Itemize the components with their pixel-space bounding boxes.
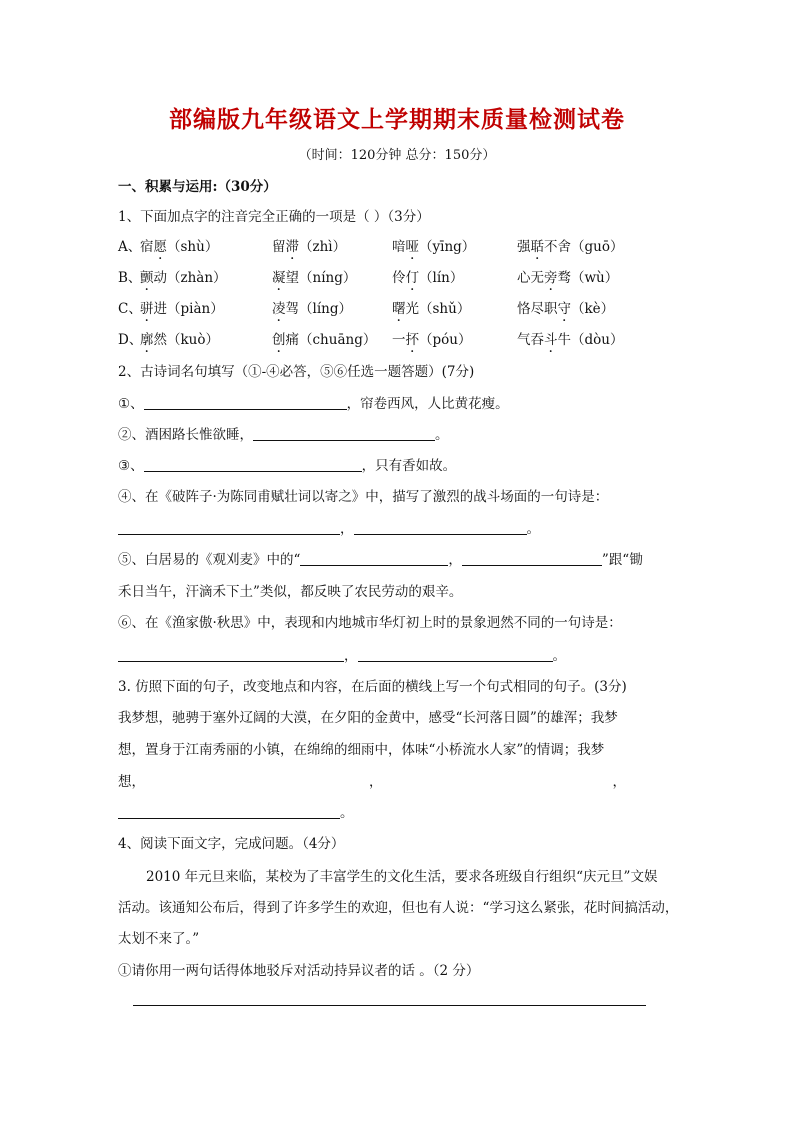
q3-answer-line-2 xyxy=(118,803,354,823)
answer-blank[interactable] xyxy=(358,647,553,662)
word-part: 骛 xyxy=(557,270,571,286)
word-part: 伶 xyxy=(392,270,406,286)
answer-blank[interactable] xyxy=(253,426,435,441)
answer-blank[interactable] xyxy=(118,804,340,819)
pinyin: （póu） xyxy=(419,332,472,348)
q2-line-2-end: 。 xyxy=(435,427,449,443)
pinyin: （dòu） xyxy=(571,332,624,348)
pinyin: （lín） xyxy=(419,270,464,286)
pinyin: （líng） xyxy=(299,301,352,317)
option-word xyxy=(140,268,227,288)
q3-stem: 3. 仿照下面的句子，改变地点和内容，在后面的横线上写一个句式相同的句子。(3分) xyxy=(118,679,627,695)
word-part: 不舍 xyxy=(544,239,571,255)
q2-line-4-answers xyxy=(118,519,540,539)
q2-line-5-end: ”跟“锄 xyxy=(601,552,643,568)
period: 。 xyxy=(526,521,540,537)
q2-line-3-text: ，只有香如故。 xyxy=(361,458,457,474)
dotted-character: 滞 xyxy=(285,239,299,255)
dotted-character: 聒 xyxy=(530,239,544,255)
option-word xyxy=(392,299,470,319)
q4-passage-1: 2010 年元旦来临，某校为了丰富学生的文化生活，要求各班级自行组织“庆元旦”文娱 xyxy=(146,869,658,885)
period: 。 xyxy=(552,648,566,664)
option-word xyxy=(392,268,463,288)
q2-line-3 xyxy=(118,456,456,476)
comma: ， xyxy=(369,774,383,790)
option-word xyxy=(272,268,356,288)
option-word xyxy=(392,330,471,350)
word-part: 光 xyxy=(405,301,419,317)
word-part: 宿 xyxy=(140,239,154,255)
pinyin: （níng） xyxy=(299,270,357,286)
option-label: D、 xyxy=(118,332,143,348)
section-heading: 一、积累与运用:（30分） xyxy=(118,179,277,195)
word-part: 痛 xyxy=(285,332,299,348)
dotted-character: 哑 xyxy=(405,239,419,255)
word-part: 心无 xyxy=(517,270,544,286)
option-word xyxy=(272,237,346,257)
pinyin: （wù） xyxy=(571,270,619,286)
q2-stem: 2、古诗词名句填写（①-④必答，⑤⑥任选一题答题）(7分) xyxy=(118,364,475,380)
q2-line-1 xyxy=(118,394,509,414)
pinyin: （chuāng） xyxy=(299,332,377,348)
q3-example-2: 想，置身于江南秀丽的小镇，在绵绵的细雨中，体味“小桥流水人家”的情调；我梦 xyxy=(118,742,605,758)
word-part: 恪尽职 xyxy=(517,301,558,317)
option-word xyxy=(517,237,623,257)
dotted-character: 曙 xyxy=(392,301,406,317)
q2-line-6: ⑥、在《渔家傲·秋思》中，表现和内地城市华灯初上时的景象迥然不同的一句诗是： xyxy=(118,615,622,631)
answer-blank[interactable] xyxy=(118,520,340,535)
dotted-character: 仃 xyxy=(405,270,419,286)
word-part: 气吞 xyxy=(517,332,544,348)
pinyin: （shù） xyxy=(167,239,219,255)
q2-line-1-prefix: ①、 xyxy=(118,396,144,412)
dotted-character: 廓 xyxy=(140,332,154,348)
word-part: 动 xyxy=(153,270,167,286)
word-part: 喑 xyxy=(392,239,406,255)
pinyin: （yīng） xyxy=(419,239,476,255)
q2-line-4: ④、在《破阵子·为陈同甫赋壮词以寄之》中，描写了激烈的战斗场面的一句诗是： xyxy=(118,489,609,505)
pinyin: （zhàn） xyxy=(167,270,227,286)
word-part: 进 xyxy=(153,301,167,317)
option-word xyxy=(517,299,614,319)
dotted-character: 颤 xyxy=(140,270,154,286)
word-part: 牛 xyxy=(557,332,571,348)
comma: ， xyxy=(612,774,626,790)
word-part: 一 xyxy=(392,332,406,348)
q3-example-1: 我梦想，驰骋于塞外辽阔的大漠，在夕阳的金黄中，感受“长河落日圆”的雄浑；我梦 xyxy=(118,710,618,726)
option-word xyxy=(392,237,475,257)
pinyin: （piàn） xyxy=(167,301,224,317)
answer-blank[interactable] xyxy=(354,520,527,535)
option-word xyxy=(517,268,618,288)
dotted-character: 守 xyxy=(557,301,571,317)
q2-line-5-cont: 禾日当午，汗滴禾下土”类似，都反映了农民劳动的艰辛。 xyxy=(118,584,463,600)
dotted-character: 骈 xyxy=(140,301,154,317)
option-label: B、 xyxy=(118,270,142,286)
pinyin: （kuò） xyxy=(167,332,220,348)
word-part: 望 xyxy=(285,270,299,286)
dotted-character: 愿 xyxy=(153,239,167,255)
comma: ， xyxy=(344,648,358,664)
comma: ， xyxy=(340,521,354,537)
dotted-character: 凝 xyxy=(272,270,286,286)
dotted-character: 抔 xyxy=(405,332,419,348)
q4-passage-3: 太划不来了。” xyxy=(118,931,200,947)
q2-line-5-text: ⑤、白居易的《观刈麦》中的“ xyxy=(118,552,301,568)
option-label: A、 xyxy=(118,239,142,255)
pinyin: （guō） xyxy=(571,239,624,255)
option-word xyxy=(140,330,219,350)
q2-line-6-answers xyxy=(118,646,566,666)
answer-line[interactable] xyxy=(133,1005,646,1006)
dotted-character: 斗 xyxy=(544,332,558,348)
q2-line-3-prefix: ③、 xyxy=(118,458,144,474)
q2-line-2-text: ②、酒困路长惟欲睡， xyxy=(118,427,253,443)
answer-blank[interactable] xyxy=(144,457,362,472)
answer-blank[interactable] xyxy=(462,551,602,566)
comma: ， xyxy=(448,552,462,568)
dotted-character: 创 xyxy=(272,332,286,348)
answer-blank[interactable] xyxy=(144,395,347,410)
dotted-character: 凌 xyxy=(272,301,286,317)
q4-sub-question-1: ①请你用一两句话得体地驳斥对活动持异议者的话 。（2 分） xyxy=(118,963,480,979)
pinyin: （shǔ） xyxy=(419,301,471,317)
option-label: C、 xyxy=(118,301,142,317)
q4-passage-2: 活动。该通知公布后，得到了许多学生的欢迎，但也有人说：“学习这么紧张，花时间搞活动， xyxy=(118,900,679,916)
word-part: 留 xyxy=(272,239,286,255)
option-word xyxy=(517,330,623,350)
q3-answer-line xyxy=(118,772,626,792)
option-word xyxy=(272,330,376,350)
q4-stem: 4、阅读下面文字，完成问题。（4分） xyxy=(118,836,345,852)
answer-blank[interactable] xyxy=(118,647,344,662)
option-word xyxy=(140,299,224,319)
word-part: 驾 xyxy=(285,301,299,317)
option-word xyxy=(272,299,352,319)
page-title: 部编版九年级语文上学期期末质量检测试卷 xyxy=(169,106,625,133)
q2-line-5 xyxy=(118,550,643,570)
dotted-character: 旁 xyxy=(544,270,558,286)
pinyin: （kè） xyxy=(571,301,615,317)
word-part: 强 xyxy=(517,239,531,255)
word-part: 然 xyxy=(153,332,167,348)
period: 。 xyxy=(340,805,354,821)
pinyin: （zhì） xyxy=(299,239,347,255)
q2-line-1-text: ，帘卷西风，人比黄花瘦。 xyxy=(346,396,509,412)
option-word xyxy=(140,237,218,257)
q3-answer-prefix: 想， xyxy=(118,774,145,790)
exam-info: （时间：120分钟 总分：150分） xyxy=(298,148,496,163)
q1-stem: 1、下面加点字的注音完全正确的一项是（ ）（3分） xyxy=(118,209,430,225)
q2-line-2 xyxy=(118,425,449,445)
answer-blank[interactable] xyxy=(300,551,448,566)
